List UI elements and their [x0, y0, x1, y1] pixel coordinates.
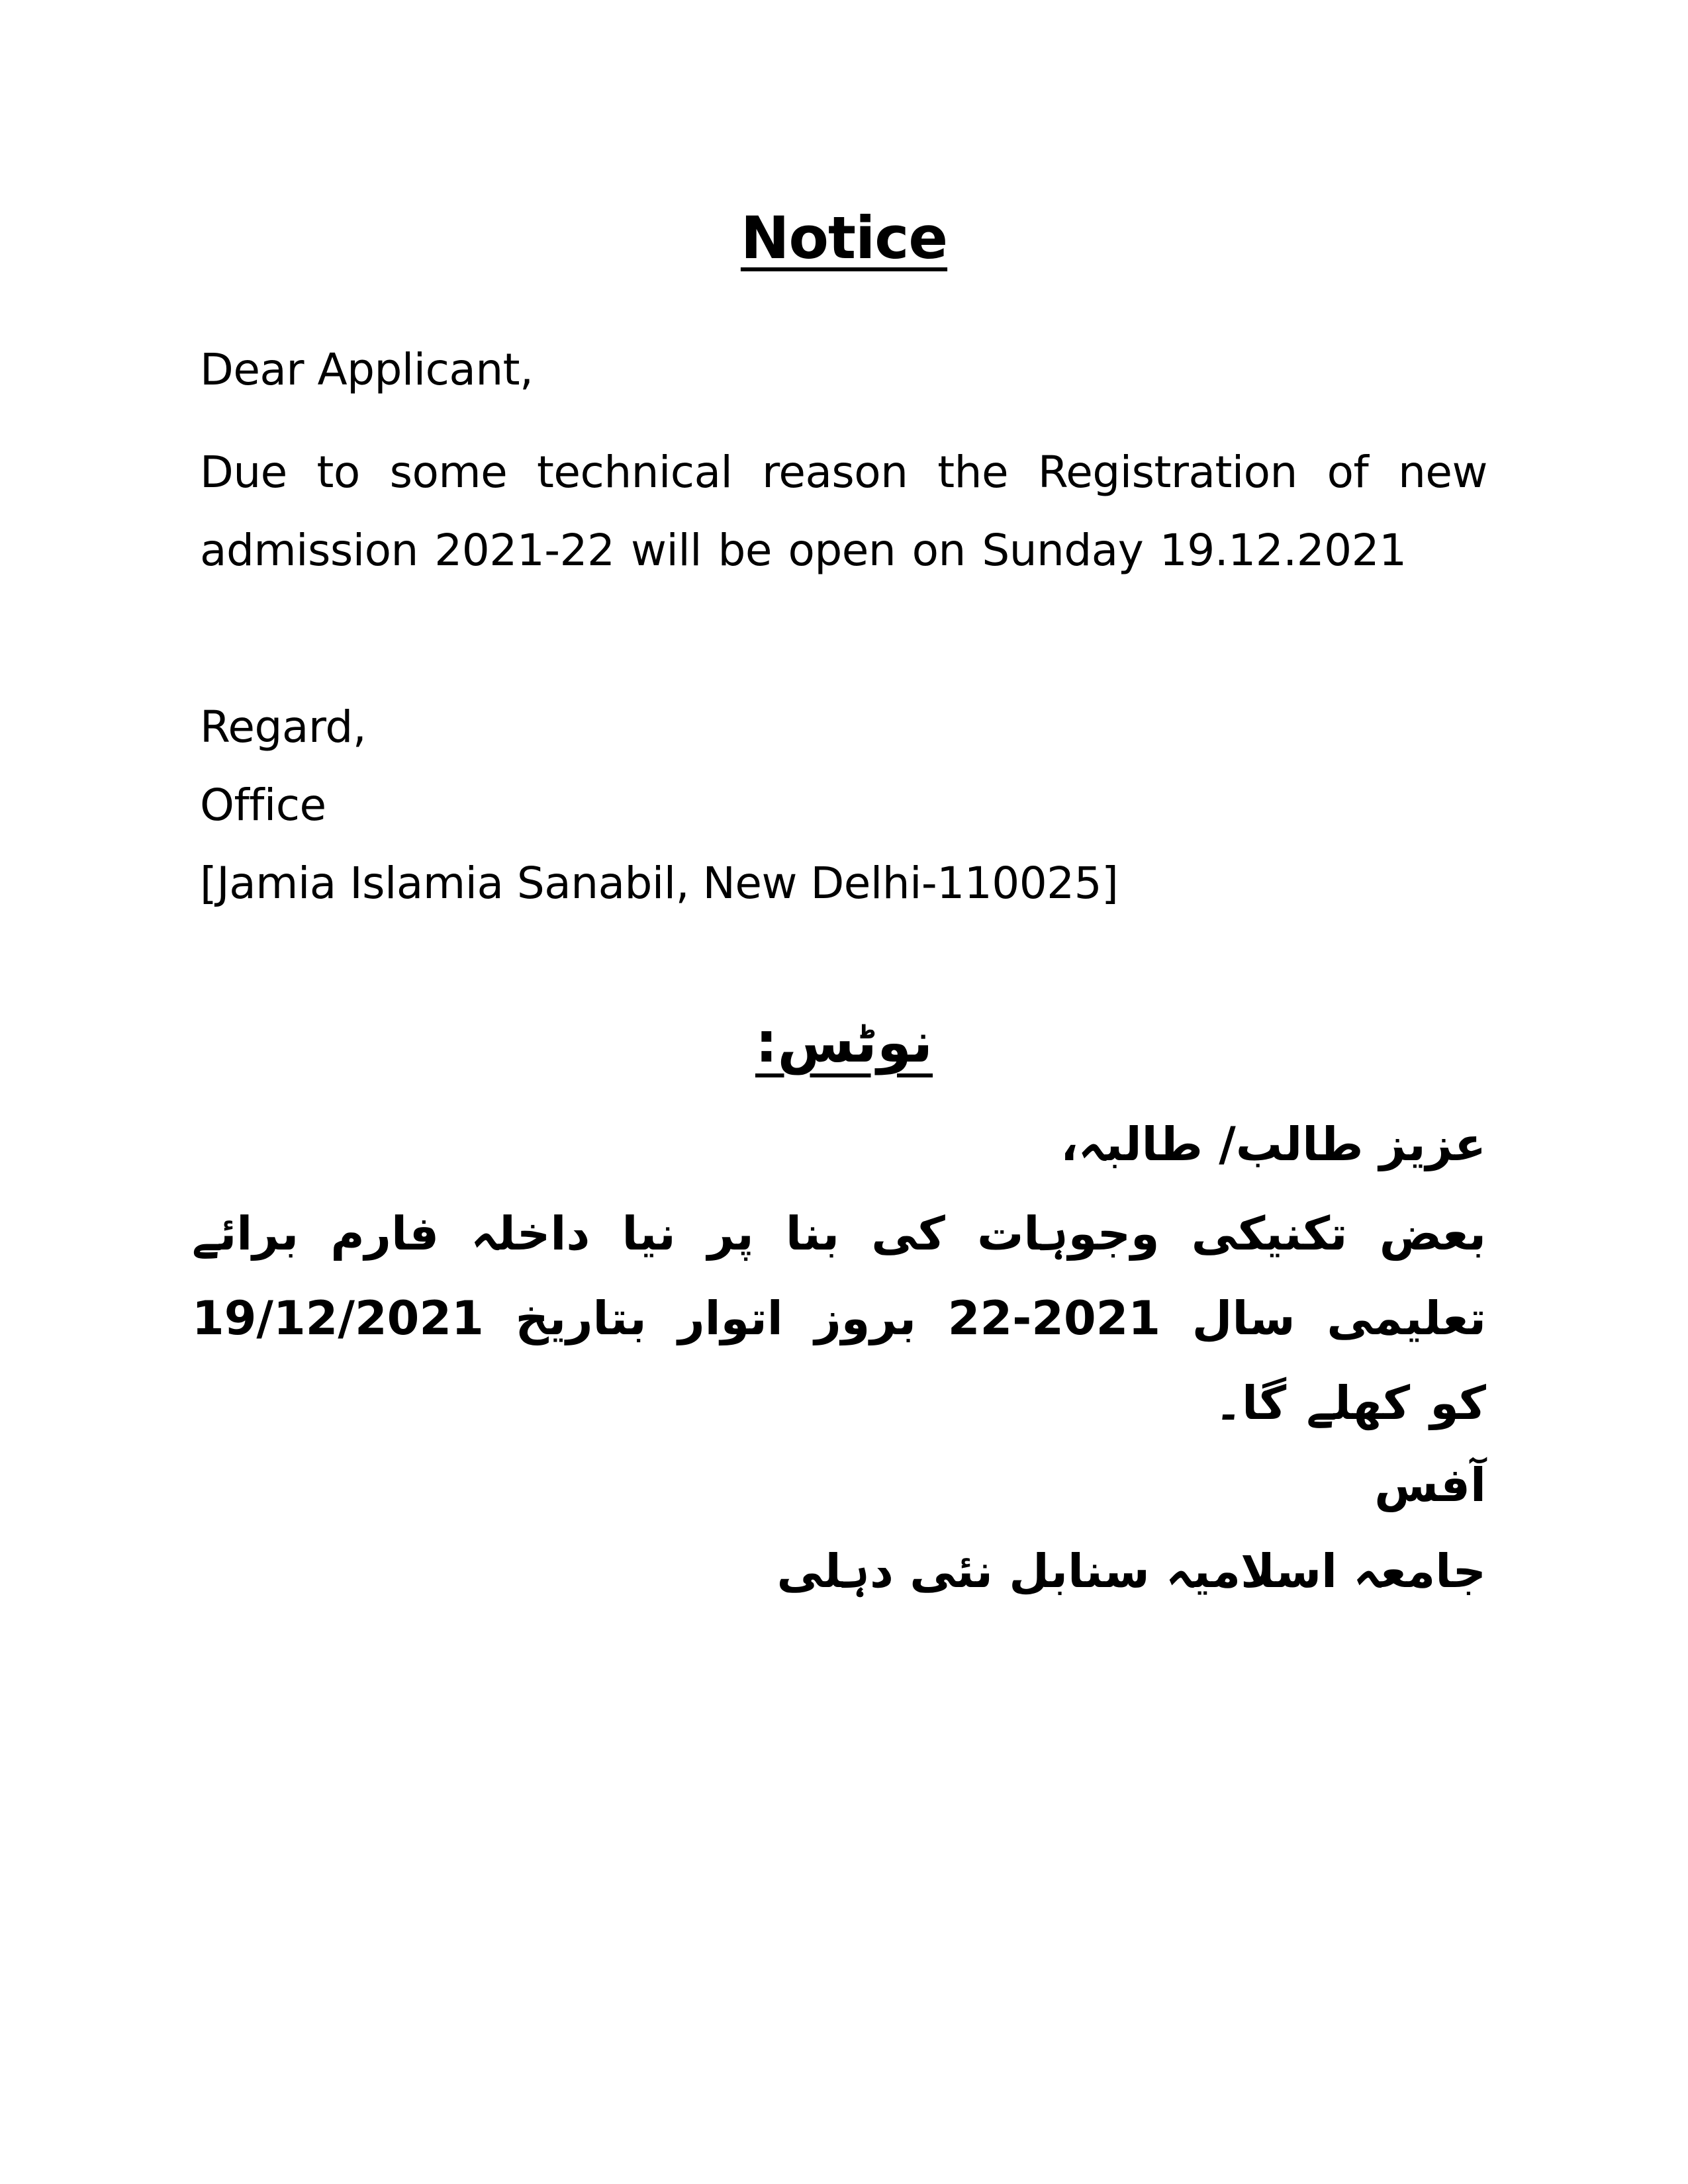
- english-signatory: Office: [200, 780, 326, 831]
- urdu-body: بعض تکنیکی وجوہات کی بنا پر نیا داخلہ فارم برائے تعلیمی سال 2021-22 بروز اتوار بتاریخ 19/12/2021 کو کھلے گا۔: [192, 1206, 1487, 1430]
- english-body: Due to some technical reason the Registration of new admission 2021-22 will be open on Sunday 19.12.2021: [200, 447, 1487, 576]
- urdu-salutation: عزیز طالب/ طالبہ،: [1060, 1117, 1486, 1171]
- english-address: [Jamia Islamia Sanabil, New Delhi-110025]: [200, 858, 1119, 909]
- notice-title: Notice: [740, 204, 948, 272]
- urdu-institution: جامعہ اسلامیہ سنابل نئی دہلی: [776, 1544, 1486, 1598]
- english-salutation: Dear Applicant,: [200, 344, 534, 395]
- english-closing: Regard,: [200, 702, 367, 752]
- urdu-notice-title: نوٹس:: [755, 1010, 933, 1075]
- urdu-signatory: آفس: [1374, 1458, 1486, 1512]
